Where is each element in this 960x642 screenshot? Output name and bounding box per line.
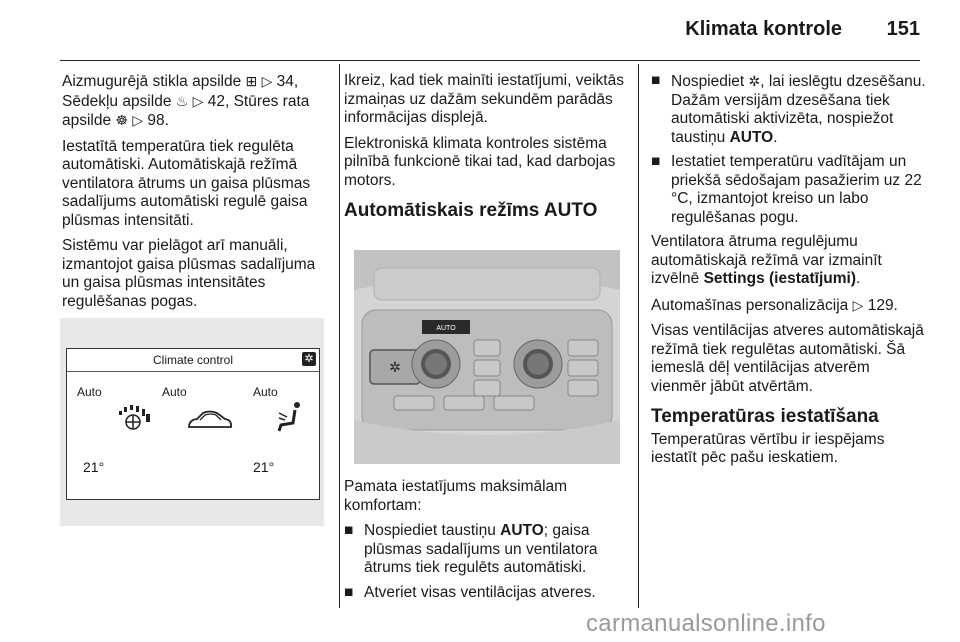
seat-heating-icon: ♨ [175,92,189,109]
column-divider-2 [638,64,639,608]
paragraph-temperature-value: Temperatūras vērtību ir iespējams iestatīt pēc pašu ieskatiem. [651,430,885,466]
climate-display-screen [66,348,320,500]
ref-34: 34, [272,73,299,90]
bullet-press-auto [344,522,626,578]
climate-display-figure [60,318,324,526]
ref-98: 98. [143,112,169,129]
car-distribution-icon [185,407,235,435]
column-3 [651,72,926,475]
bullet-icon: ■ [344,522,354,539]
display-title: Climate control [152,353,234,367]
bullet-icon: ■ [344,583,354,601]
temperature-left: 21° [83,459,105,475]
paragraph-personalization-ref [651,296,926,316]
text-seat-heating: Sēdekļu apsilde [62,92,176,110]
text-rear-window: Aizmugurējā stikla apsilde [62,73,246,90]
page-header-title: Klimata kontrole [685,18,842,40]
bullet-open-vents [344,584,626,603]
rear-window-heating-icon: ⊞ [245,73,258,89]
ref-arrow-icon: ▷ [132,112,144,128]
paragraph-fan-speed-settings [651,233,926,289]
paragraph-manual-adjust: Sistēmu var pielāgot arī manuāli, izmantojot gaisa plūsmas sadalījuma un gaisa plūsmas intensitātes regulēšanas pogas. [62,237,316,310]
paragraph-basic-setting: Pamata iestatījums maksimālam komfortam: [344,478,568,514]
ref-arrow-icon: ▷ [852,296,864,313]
bullet-cooling [651,72,926,147]
bullet-text: Iestatiet temperatūru vadītājam un priekšā sēdošajam pasažierim uz 22 °C, izmantojot kreiso un labo regulēšanas pogu. [671,153,922,226]
control-panel-photo [354,250,620,464]
svg-text:✲: ✲ [389,360,401,376]
ref-arrow-icon: ▷ [192,92,204,109]
bullet-text-b: , lai ieslēgtu dzesēšanu. Dažām versijām dzesēšana tiek automātiski aktivizēta, nospiežot taustiņu [671,73,926,146]
column-2-lower [344,478,626,608]
text-a: Ventilatora ātruma regulējumu automātiskajā režīmā var izmainīt izvēlnē [651,233,882,287]
text-b: . [856,270,861,287]
ref-arrow-icon: ▷ [261,73,273,89]
auto-key-label: AUTO [500,522,544,539]
fan-auto-label: Auto [77,385,102,399]
bullet-text: Atveriet visas ventilācijas atveres. [364,583,596,601]
settings-gear-icon: ✲ [302,352,316,366]
distribution-auto-label: Auto [162,385,187,399]
column-1 [62,72,332,318]
bullet-text-c: . [773,128,778,146]
airflow-seat-icon [273,401,305,435]
ref-42: 42, Stūres rata [203,92,310,110]
settings-menu-label: Settings (iestatījumi) [703,270,856,287]
paragraph-settings-display: Ikreiz, kad tiek mainīti iestatījumi, veiktās izmaiņas uz dažām sekundēm parādās informācijas displejā. [344,72,624,126]
bullet-text-a: Nospiediet [671,73,749,90]
paragraph-auto-regulation: Iestatītā temperatūra tiek regulēta automātiski. Automātiskajā režīmā ventilatora ātrums un gaisa plūsmas sadalījums automātiski regulē gaisa plūsmas intensitāti. [62,137,311,229]
paragraph-engine-running: Elektroniskā klimata kontroles sistēma pilnībā funkcionē tikai tad, kad darbojas motors. [344,134,616,189]
panel-auto-label: AUTO [436,325,456,332]
crossref-paragraph [62,72,332,131]
temperature-right: 21° [253,459,275,475]
airflow-auto-label: Auto [253,385,278,399]
text-a: Automašīnas personalizācija [651,296,853,314]
auto-key-label: AUTO [729,128,774,146]
bullet-text-b: ; gaisa plūsmas sadalījums un ventilatora ātrums tiek regulēts automātiski. [364,522,598,576]
watermark: carmanualsonline.info [586,610,826,637]
text-wheel-heating: apsilde [62,112,116,129]
heading-auto-mode: Automātiskais režīms AUTO [344,200,598,221]
heading-temperature-setting: Temperatūras iestatīšana [651,406,879,427]
steering-wheel-heating-icon: ☸ [115,112,128,128]
bullet-text-a: Nospiediet taustiņu [364,522,501,539]
bullet-icon: ■ [651,153,661,170]
bullet-icon: ■ [651,72,661,89]
column-divider-1 [339,64,340,608]
page-number: 151 [886,18,920,40]
header-rule [60,60,920,61]
bullet-set-temperature [651,153,926,227]
paragraph-vents-auto: Visas ventilācijas atveres automātiskajā režīmā tiek regulētas automātiski. Šā iemeslā dēļ ventilācijas atverēm vienmēr jābūt atvērtām. [651,322,924,395]
control-panel-figure [354,250,620,464]
fan-icon [113,404,153,436]
display-rule [67,371,319,372]
snowflake-icon: ✲ [748,73,761,89]
ref-129: 129. [863,296,898,314]
column-2 [344,72,626,235]
